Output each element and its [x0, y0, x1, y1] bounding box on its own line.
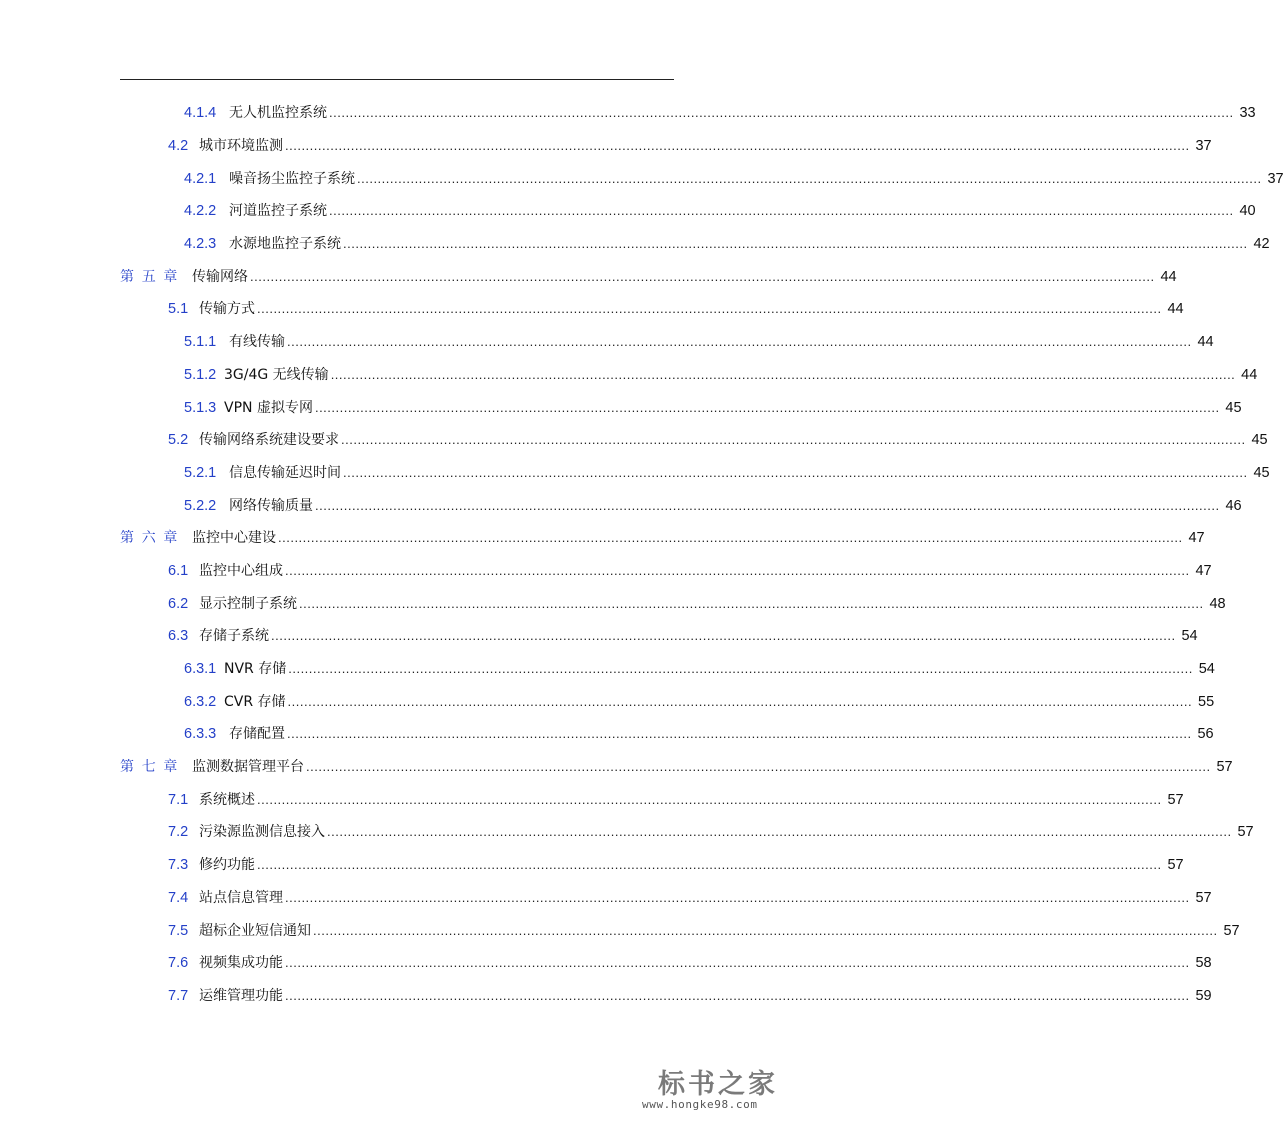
- toc-entry-title: 存储配置: [229, 726, 285, 743]
- watermark-logo: 标书之家: [658, 1069, 778, 1100]
- toc-entry-number: 7.2: [168, 824, 189, 841]
- toc-entry[interactable]: [0, 130, 1212, 163]
- toc-dot-leader: ............................................................................................................................................................................................................................: [285, 889, 1190, 905]
- toc-entry-page: 56: [1197, 726, 1214, 743]
- toc-entry-title: 系统概述: [199, 791, 255, 808]
- toc-dot-leader: ............................................................................................................................................................................................................................: [315, 497, 1220, 513]
- toc-entry-number: 5.1.1: [184, 334, 217, 351]
- toc-entry-title: 网络传输质量: [229, 497, 313, 514]
- toc-entry-number: 5.1.2: [184, 366, 217, 383]
- toc-dot-leader: ............................................................................................................................................................................................................................: [250, 268, 1155, 284]
- toc-entry-title: 传输网络系统建设要求: [199, 432, 339, 449]
- toc-entry[interactable]: [0, 849, 1184, 882]
- toc-entry-page: 57: [1195, 889, 1212, 906]
- toc-entry-page: 54: [1181, 628, 1198, 645]
- toc-entry-title: 站点信息管理: [199, 889, 283, 906]
- toc-entry-number: 5.2: [168, 432, 189, 449]
- toc-entry[interactable]: [0, 457, 1270, 490]
- toc-entry-title: 运维管理功能: [199, 987, 283, 1004]
- toc-entry-title: 显示控制子系统: [199, 595, 297, 612]
- toc-entry[interactable]: [0, 162, 1284, 195]
- toc-dot-leader: ............................................................................................................................................................................................................................: [313, 922, 1218, 938]
- toc-entry-title: 水源地监控子系统: [229, 236, 341, 253]
- toc-entry-page: 57: [1216, 759, 1233, 776]
- toc-entry-title: 无人机监控系统: [229, 105, 327, 122]
- toc-entry-page: 44: [1167, 301, 1184, 318]
- toc-entry-page: 44: [1197, 334, 1214, 351]
- toc-entry-title: 传输网络: [192, 268, 248, 285]
- toc-entry-page: 46: [1225, 497, 1242, 514]
- table-of-contents: [0, 97, 1284, 1012]
- toc-dot-leader: ............................................................................................................................................................................................................................: [285, 955, 1190, 971]
- toc-entry[interactable]: [0, 522, 1205, 555]
- toc-entry-title: 河道监控子系统: [229, 203, 327, 220]
- toc-entry-title: 城市环境监测: [199, 138, 283, 155]
- toc-entry[interactable]: [0, 882, 1212, 915]
- toc-entry-number: 6.2: [168, 595, 189, 612]
- toc-entry-page: 57: [1237, 824, 1254, 841]
- toc-dot-leader: ............................................................................................................................................................................................................................: [306, 759, 1211, 775]
- toc-entry-title: 监控中心组成: [199, 562, 283, 579]
- toc-dot-leader: ............................................................................................................................................................................................................................: [257, 791, 1162, 807]
- toc-entry-page: 37: [1267, 170, 1284, 187]
- toc-entry[interactable]: [0, 195, 1256, 228]
- toc-entry[interactable]: [0, 685, 1215, 718]
- toc-entry-title: 超标企业短信通知: [199, 922, 311, 939]
- toc-entry-page: 54: [1198, 661, 1215, 678]
- toc-entry-title: 监测数据管理平台: [192, 759, 304, 776]
- toc-entry-page: 57: [1167, 791, 1184, 808]
- toc-entry-number: 4.2.3: [184, 236, 217, 253]
- toc-entry[interactable]: [0, 783, 1184, 816]
- toc-entry[interactable]: [0, 947, 1212, 980]
- toc-entry-page: 45: [1251, 432, 1268, 449]
- toc-entry-number: 5.1: [168, 301, 189, 318]
- toc-entry-title: 污染源监测信息接入: [199, 824, 325, 841]
- toc-entry-number: 第七章: [120, 759, 186, 776]
- toc-entry-number: 7.7: [168, 987, 189, 1004]
- toc-entry-number: 第五章: [120, 268, 186, 285]
- toc-dot-leader: ............................................................................................................................................................................................................................: [257, 301, 1162, 317]
- watermark-url: www.hongke98.com: [642, 1098, 758, 1111]
- toc-entry-number: 5.2.2: [184, 497, 217, 514]
- toc-entry-number: 6.3.3: [184, 726, 217, 743]
- toc-entry-number: 4.1.4: [184, 105, 217, 122]
- toc-entry-title: 传输方式: [199, 301, 255, 318]
- toc-dot-leader: ............................................................................................................................................................................................................................: [285, 987, 1190, 1003]
- toc-dot-leader: ............................................................................................................................................................................................................................: [257, 857, 1162, 873]
- toc-dot-leader: ............................................................................................................................................................................................................................: [288, 661, 1193, 677]
- toc-dot-leader: ............................................................................................................................................................................................................................: [278, 530, 1183, 546]
- toc-entry-page: 58: [1195, 955, 1212, 972]
- toc-dot-leader: ............................................................................................................................................................................................................................: [299, 595, 1204, 611]
- watermark: [636, 1062, 788, 1118]
- toc-entry[interactable]: [0, 620, 1198, 653]
- toc-entry[interactable]: [0, 228, 1270, 261]
- toc-entry-page: 33: [1239, 105, 1256, 122]
- toc-dot-leader: ............................................................................................................................................................................................................................: [285, 138, 1190, 154]
- toc-entry-page: 45: [1253, 464, 1270, 481]
- toc-dot-leader: ............................................................................................................................................................................................................................: [285, 562, 1190, 578]
- toc-entry[interactable]: [0, 816, 1254, 849]
- toc-entry-number: 4.2: [168, 138, 189, 155]
- toc-entry[interactable]: [0, 587, 1226, 620]
- toc-dot-leader: ............................................................................................................................................................................................................................: [314, 399, 1220, 415]
- toc-entry-number: 7.6: [168, 955, 189, 972]
- toc-dot-leader: ............................................................................................................................................................................................................................: [271, 628, 1176, 644]
- toc-dot-leader: ............................................................................................................................................................................................................................: [343, 464, 1248, 480]
- toc-entry-number: 7.5: [168, 922, 189, 939]
- toc-dot-leader: ............................................................................................................................................................................................................................: [330, 366, 1236, 382]
- toc-entry-page: 57: [1223, 922, 1240, 939]
- toc-entry-title: CVR 存储: [224, 693, 286, 710]
- toc-entry-number: 第六章: [120, 530, 186, 547]
- toc-dot-leader: ............................................................................................................................................................................................................................: [329, 105, 1234, 121]
- toc-entry[interactable]: [0, 97, 1256, 130]
- toc-dot-leader: ............................................................................................................................................................................................................................: [341, 432, 1246, 448]
- toc-entry-page: 47: [1188, 530, 1205, 547]
- toc-entry-page: 44: [1160, 268, 1177, 285]
- toc-entry-title: VPN 虚拟专网: [224, 399, 313, 416]
- toc-entry[interactable]: [0, 326, 1214, 359]
- toc-entry[interactable]: [0, 424, 1268, 457]
- toc-entry-page: 42: [1253, 236, 1270, 253]
- toc-entry[interactable]: [0, 293, 1184, 326]
- toc-entry-number: 6.3.2: [184, 693, 217, 710]
- toc-entry[interactable]: [0, 260, 1177, 293]
- toc-dot-leader: ............................................................................................................................................................................................................................: [343, 236, 1248, 252]
- toc-entry-page: 47: [1195, 562, 1212, 579]
- toc-entry-page: 57: [1167, 857, 1184, 874]
- toc-entry-number: 7.1: [168, 791, 189, 808]
- toc-entry-title: 监控中心建设: [192, 530, 276, 547]
- header-rule: [120, 79, 674, 80]
- toc-entry-page: 48: [1209, 595, 1226, 612]
- toc-entry[interactable]: [0, 751, 1233, 784]
- toc-entry-number: 5.2.1: [184, 464, 217, 481]
- toc-dot-leader: ............................................................................................................................................................................................................................: [287, 334, 1192, 350]
- toc-entry-number: 4.2.1: [184, 170, 217, 187]
- toc-entry-number: 7.4: [168, 889, 189, 906]
- toc-entry-title: 噪音扬尘监控子系统: [229, 170, 355, 187]
- toc-entry-title: NVR 存储: [224, 661, 287, 678]
- toc-entry[interactable]: [0, 718, 1214, 751]
- toc-entry-number: 4.2.2: [184, 203, 217, 220]
- toc-entry[interactable]: [0, 980, 1212, 1013]
- toc-entry-page: 45: [1225, 399, 1242, 416]
- toc-entry-page: 40: [1239, 203, 1256, 220]
- toc-entry-number: 6.1: [168, 562, 189, 579]
- toc-entry[interactable]: [0, 391, 1242, 424]
- toc-entry[interactable]: [0, 359, 1258, 392]
- toc-entry[interactable]: [0, 914, 1240, 947]
- toc-entry-page: 37: [1195, 138, 1212, 155]
- toc-entry-title: 修约功能: [199, 857, 255, 874]
- toc-entry[interactable]: [0, 489, 1242, 522]
- toc-entry-page: 55: [1198, 693, 1215, 710]
- toc-entry-number: 6.3.1: [184, 661, 217, 678]
- toc-entry-number: 7.3: [168, 857, 189, 874]
- toc-entry-number: 6.3: [168, 628, 189, 645]
- toc-dot-leader: ............................................................................................................................................................................................................................: [357, 170, 1262, 186]
- toc-entry-page: 44: [1241, 366, 1258, 383]
- toc-entry[interactable]: [0, 653, 1215, 686]
- toc-entry[interactable]: [0, 555, 1212, 588]
- toc-entry-title: 3G/4G 无线传输: [224, 366, 329, 383]
- toc-dot-leader: ............................................................................................................................................................................................................................: [287, 693, 1193, 709]
- toc-entry-title: 有线传输: [229, 334, 285, 351]
- toc-entry-page: 59: [1195, 987, 1212, 1004]
- toc-dot-leader: ............................................................................................................................................................................................................................: [329, 203, 1234, 219]
- toc-entry-title: 视频集成功能: [199, 955, 283, 972]
- toc-dot-leader: ............................................................................................................................................................................................................................: [287, 726, 1192, 742]
- toc-entry-title: 信息传输延迟时间: [229, 464, 341, 481]
- toc-dot-leader: ............................................................................................................................................................................................................................: [327, 824, 1232, 840]
- toc-entry-title: 存储子系统: [199, 628, 269, 645]
- toc-entry-number: 5.1.3: [184, 399, 217, 416]
